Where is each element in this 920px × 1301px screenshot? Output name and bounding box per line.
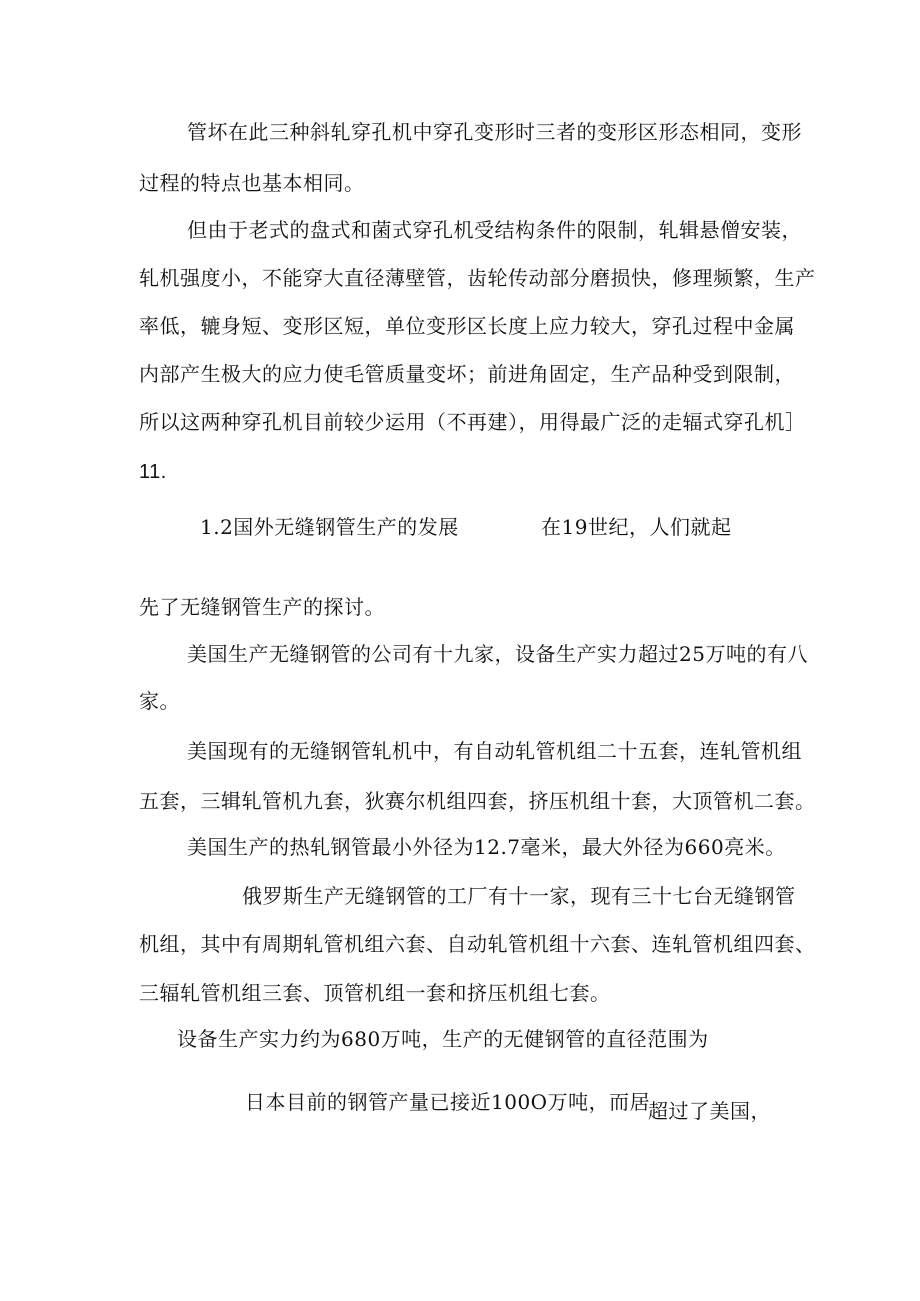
paragraph-6-line-3: 三辐轧管机组三套、顶管机组一套和挤压机组七套。 <box>139 981 611 1005</box>
paragraph-5-line-1: 美国生产的热轧钢管最小外径为12.7毫米，最大外径为660亮米。 <box>187 835 786 859</box>
paragraph-4-line-2: 五套，三辑轧管机九套，狄赛尔机组四套，挤压机组十套，大顶管机二套。 <box>139 789 816 813</box>
paragraph-6-line-1: 俄罗斯生产无缝钢管的工厂有十一家，现有三十七台无缝钢管 <box>242 884 796 908</box>
section-inline-text: 在19世纪，人们就起 <box>541 515 732 539</box>
paragraph-7-line-1: 设备生产实力约为680万吨，生产的无健钢管的直径范围为 <box>177 1027 709 1051</box>
paragraph-2-line-3: 率低，辘身短、变形区短，单位变形区长度上应力较大，穿孔过程中金属 <box>139 314 795 338</box>
paragraph-2-line-6: 11. <box>139 461 167 483</box>
paragraph-8-main: 日本目前的钢管产量已接近100O万吨，而居 <box>245 1090 651 1114</box>
paragraph-2-line-5: 所以这两种穿孔机目前较少运用（不再建），用得最广泛的走辐式穿孔机］ <box>139 410 806 434</box>
paragraph-3-line-2: 家。 <box>139 689 180 713</box>
paragraph-2-line-4: 内部产生极大的应力使毛管质量变坏；前进角固定，生产品种受到限制， <box>139 362 795 386</box>
paragraph-1-line-2: 过程的特点也基本相同。 <box>139 171 365 195</box>
paragraph-8-side: 超过了美国， <box>648 1099 771 1123</box>
paragraph-2-line-1: 但由于老式的盘式和菌式穿孔机受结构条件的限制，轧辑悬僧安装， <box>187 218 802 242</box>
paragraph-1-line-1: 管坏在此三种斜轧穿孔机中穿孔变形时三者的变形区形态相同，变形 <box>187 120 802 144</box>
paragraph-2-line-2: 轧机强度小，不能穿大直径薄壁管，齿轮传动部分磨损快，修理频繁，生产 <box>139 266 816 290</box>
paragraph-4-line-1: 美国现有的无缝钢管轧机中，有自动轧管机组二十五套，连轧管机组 <box>187 739 802 763</box>
section-continuation: 先了无缝钢管生产的探讨。 <box>139 595 385 619</box>
section-heading: 1.2国外无缝钢管生产的发展 <box>200 515 459 539</box>
paragraph-3-line-1: 美国生产无缝钢管的公司有十九家，设备生产实力超过25万吨的有八 <box>187 642 808 666</box>
paragraph-6-line-2: 机组，其中有周期轧管机组六套、自动轧管机组十六套、连轧管机组四套、 <box>139 932 816 956</box>
